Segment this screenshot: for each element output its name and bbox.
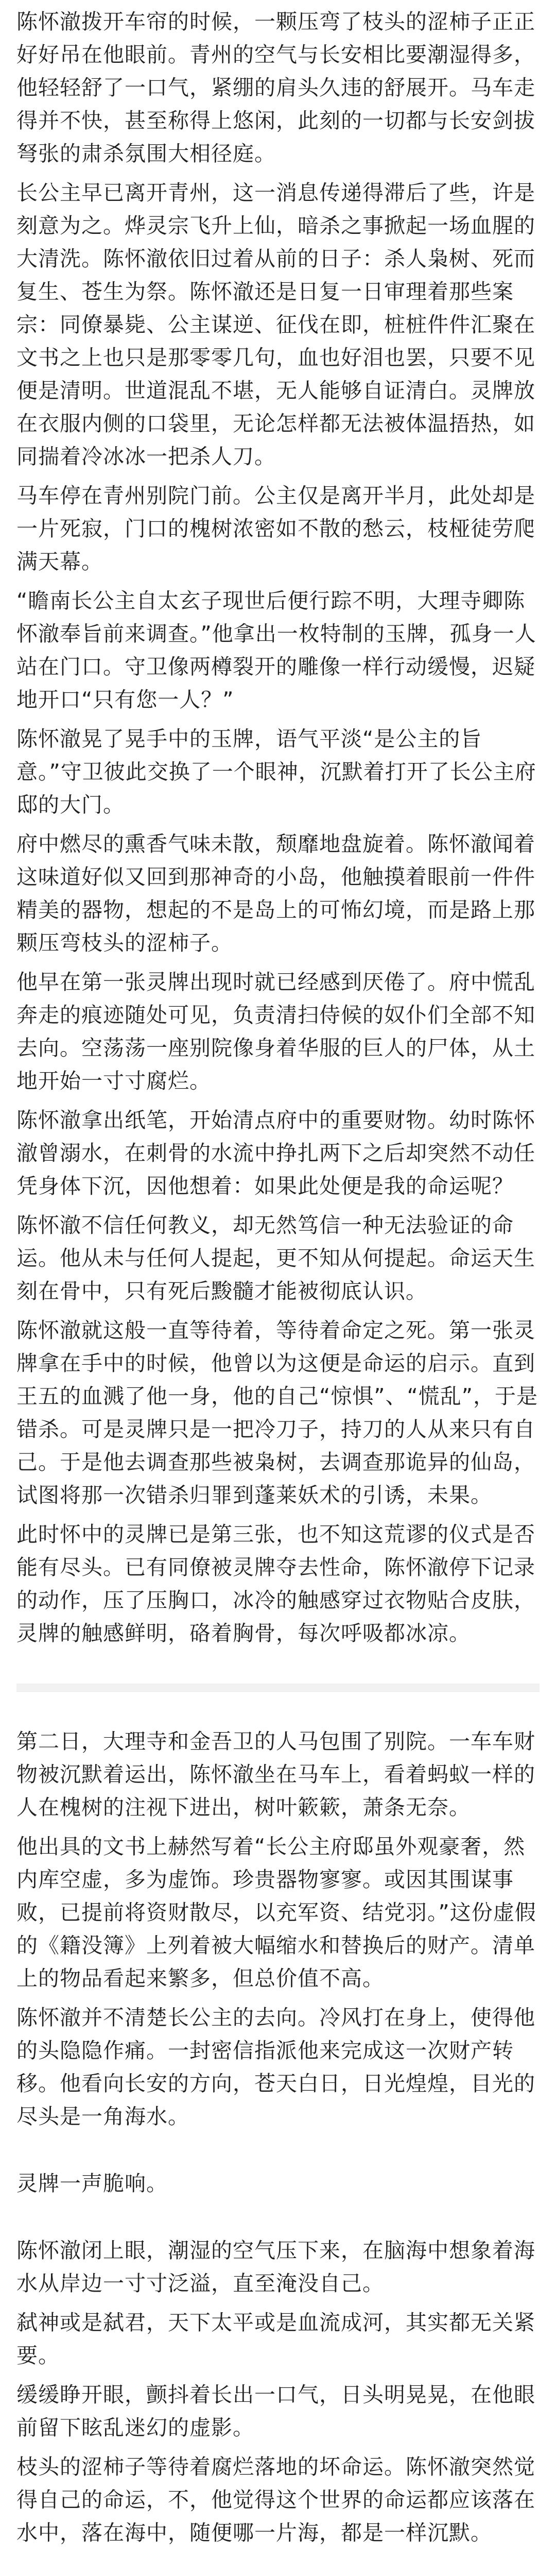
paragraph: 马车停在青州别院门前。公主仅是离开半月，此处却是一片死寂，门口的槐树浓密如不散的愁云，枝桠徒劳爬满天幕。	[16, 483, 535, 574]
paragraph: 他早在第一张灵牌出现时就已经感到厌倦了。府中慌乱奔走的痕迹随处可见，负责清扫侍候的奴仆们全部不知去向。空荡荡一座别院像身着华服的巨人的尸体，从土地开始一寸寸腐烂。	[16, 970, 535, 1093]
section-divider	[16, 1684, 540, 1692]
paragraph: 陈怀澈不信任何教义，却无然笃信一种无法验证的命运。他从未与任何人提起，更不知从何提起。命运天生刻在骨中，只有死后黢髓才能被彻底认识。	[16, 1213, 535, 1303]
paragraph: 陈怀澈晃了晃手中的玉牌，语气平淡“是公主的旨意。”守卫彼此交换了一个眼神，沉默着打开了长公主府邸的大门。	[16, 726, 536, 817]
paragraph: 长公主早已离开青州，这一消息传递得滞后了些，许是刻意为之。烨灵宗飞升上仙，暗杀之事掀起一场血腥的大清洗。陈怀澈依旧过着从前的日子：杀人枭树、死而复生、苍生为祭。陈怀澈还是日复一日审理着那些案宗：同僚暴毙、公主谋逆、征伐在即，桩桩件件汇聚在文书之上也只是那零零几句，血也好泪也罢，只要不见便是清明。世道混乱不堪，无人能够自证清白。灵牌放在衣服内侧的口袋里，无论怎样都无法被体温捂热，如同揣着冷冰冰一把杀人刀。	[16, 180, 535, 469]
paragraph: 陈怀澈拨开车帘的时候，一颗压弯了枝头的涩柿子正正好好吊在他眼前。青州的空气与长安相比要潮湿得多，他轻轻舒了一口气，紧绷的肩头久违的舒展开。马车走得并不快，甚至称得上悠闲，此刻的一切都与长安剑拔弩张的肃杀氛围大相径庭。	[16, 9, 535, 166]
paragraph: 府中燃尽的熏香气味未散，颓靡地盘旋着。陈怀澈闻着这味道好似又回到那神奇的小岛，他触摸着眼前一件件精美的器物，想起的不是岛上的可怖幻境，而是路上那颗压弯枝头的涩柿子。	[16, 832, 535, 955]
paragraph: 第二日，大理寺和金吾卫的人马包围了别院。一车车财物被沉默着运出，陈怀澈坐在马车上，看着蚂蚁一样的人在槐树的注视下进出，树叶簌簌，萧条无奈。	[16, 1729, 535, 1820]
article-section-2	[16, 1725, 540, 2549]
paragraph-spacer	[16, 2206, 540, 2234]
paragraph: 陈怀澈闭上眼，潮湿的空气压下来，在脑海中想象着海水从岸边一寸寸泛溢，直至淹没自己。	[16, 2238, 535, 2296]
paragraph: 陈怀澈并不清楚长公主的去向。冷风打在身上，使得他的头隐隐作痛。一封密信指派他来完成这一次财产转移。他看向长安的方向，苍天白日，日光煌煌，目光的尽头是一角海水。	[16, 2005, 535, 2129]
paragraph: “瞻南长公主自太玄子现世后便行踪不明，大理寺卿陈怀澈奉旨前来调查。”他拿出一枚特制的玉牌，孤身一人站在门口。守卫像两樽裂开的雕像一样行动缓慢，迟疑地开口“只有您一人？”	[16, 588, 536, 712]
paragraph: 缓缓睁开眼，颤抖着长出一口气，日头明晃晃，在他眼前留下眩乱迷幻的虚影。	[16, 2382, 535, 2440]
article-section-1	[16, 5, 540, 1650]
paragraph-spacer	[16, 2139, 540, 2167]
paragraph: 此时怀中的灵牌已是第三张，也不知这荒谬的仪式是否能有尽头。已有同僚被灵牌夺去性命，陈怀澈停下记录的动作，压了压胸口，冰冷的触感穿过衣物贴合皮肤，灵牌的触感鲜明，硌着胸骨，每次呼吸都冰凉。	[16, 1522, 535, 1646]
paragraph: 灵牌一声脆响。	[16, 2171, 168, 2196]
paragraph: 陈怀澈拿出纸笔，开始清点府中的重要财物。幼时陈怀澈曾溺水，在刺骨的水流中挣扎两下之后却突然不动任凭身体下沉，因他想着：如果此处便是我的命运呢？	[16, 1108, 535, 1198]
paragraph: 弑神或是弑君，天下太平或是血流成河，其实都无关紧要。	[16, 2310, 535, 2368]
paragraph: 陈怀澈就这般一直等待着，等待着命定之死。第一张灵牌拿在手中的时候，他曾以为这便是命运的启示。直到王五的血溅了他一身，他的自己“惊惧”、“慌乱”，于是错杀。可是灵牌只是一把冷刀子，持刀的人从来只有自己。于是他去调查那些被枭树，去调查那诡异的仙岛，试图将那一次错杀归罪到蓬莱妖术的引诱，未果。	[16, 1318, 538, 1507]
paragraph: 他出具的文书上赫然写着“长公主府邸虽外观豪奢，然内库空虚，多为虚饰。珍贵器物寥寥。或因其围谋事败，已提前将资财散尽，以充军资、结党羽。”这份虚假的《籍没簿》上列着被大幅缩水和替换后的财产。清单上的物品看起来繁多，但总价值不高。	[16, 1834, 536, 1991]
paragraph: 枝头的涩柿子等待着腐烂落地的坏命运。陈怀澈突然觉得自己的命运，不，他觉得这个世界的命运都应该落在水中，落在海中，随便哪一片海，都是一样沉默。	[16, 2454, 535, 2545]
